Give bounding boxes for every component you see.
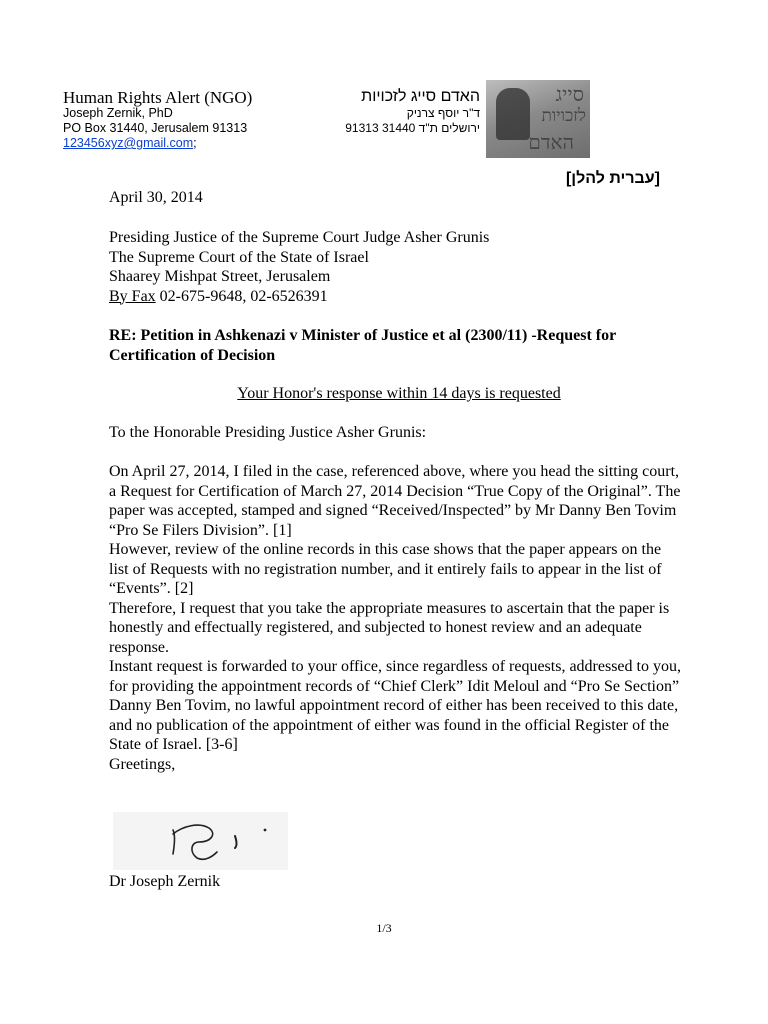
contact-block-en	[63, 106, 247, 151]
email-line	[63, 136, 247, 151]
fax-label: By Fax	[109, 287, 156, 305]
fax-line	[109, 287, 689, 307]
contact-name-en: Joseph Zernik, PhD	[63, 106, 173, 120]
letter-body	[109, 462, 684, 774]
addressee-line-2: The Supreme Court of the State of Israel	[109, 248, 369, 266]
salutation: To the Honorable Presiding Justice Asher Grunis:	[109, 424, 427, 441]
email-suffix: ;	[193, 136, 197, 150]
body-paragraph-3: Therefore, I request that you take the appropriate measures to ascertain that the paper is honestly and effectually registered, and subjected to honest review and an adequate response.	[109, 599, 670, 656]
email-link[interactable]: 123456xyz@gmail.com	[63, 136, 194, 150]
subject-line: RE: Petition in Ashkenazi v Minister of Justice et al (2300/11) -Request for Certification of Decision	[109, 327, 616, 364]
logo-word-1: סייג	[555, 82, 584, 106]
addressee-line-3: Shaarey Mishpat Street, Jerusalem	[109, 268, 331, 285]
org-name-en: Human Rights Alert (NGO)	[63, 88, 253, 107]
address-en: PO Box 31440, Jerusalem 91313	[63, 121, 248, 135]
contact-block-he	[300, 106, 480, 136]
signature-drawing	[113, 812, 288, 870]
logo-figure	[496, 88, 530, 140]
addressee-line-1: Presiding Justice of the Supreme Court Judge Asher Grunis	[109, 229, 490, 246]
handwritten-signature	[113, 812, 288, 870]
logo-word-2: לזכויות	[541, 106, 586, 126]
address-he: ירושלים ת"ד 31440 91313	[345, 121, 480, 135]
page-number: 1/3	[376, 921, 392, 935]
addressee-block	[109, 228, 689, 306]
body-paragraph-1: On April 27, 2014, I filed in the case, referenced above, where you head the sitting court, a Request for Certification of March 27, 2014 Decision “True Copy of the Original”. The paper was accepted, stamped and signed “Received/Inspected” by Mr Danny Ben Tovim “Pro Se Filers Division”. [1]	[109, 463, 681, 539]
org-logo	[486, 80, 590, 158]
letter-date: April 30, 2014	[109, 189, 203, 206]
contact-name-he: ד"ר יוסף צרניק	[406, 106, 480, 120]
response-request-line: Your Honor's response within 14 days is requested	[237, 385, 561, 402]
hebrew-below-note: [עברית להלן]	[565, 170, 660, 187]
org-name-he: האדם סייג לזכויות	[361, 88, 480, 105]
closing: Greetings,	[109, 755, 176, 773]
body-paragraph-2: However, review of the online records in this case shows that the paper appears on the list of Requests with no registration number, and it entirely fails to appear in the list of “Events”. [2]	[109, 541, 662, 597]
signer-name: Dr Joseph Zernik	[109, 873, 221, 890]
fax-numbers: 02-675-9648, 02-6526391	[155, 287, 328, 305]
body-paragraph-4: Instant request is forwarded to your office, since regardless of requests, addressed to you, for providing the appointment records of “Chief Clerk” Idit Meloul and “Pro Se Section” Danny Ben Tovim, no lawful appointment record of either has been received to this date, and no publication of the appointment of either was found in the official Register of the State of Israel. [3-6]	[109, 658, 681, 753]
logo-word-3: האדם	[528, 130, 574, 154]
